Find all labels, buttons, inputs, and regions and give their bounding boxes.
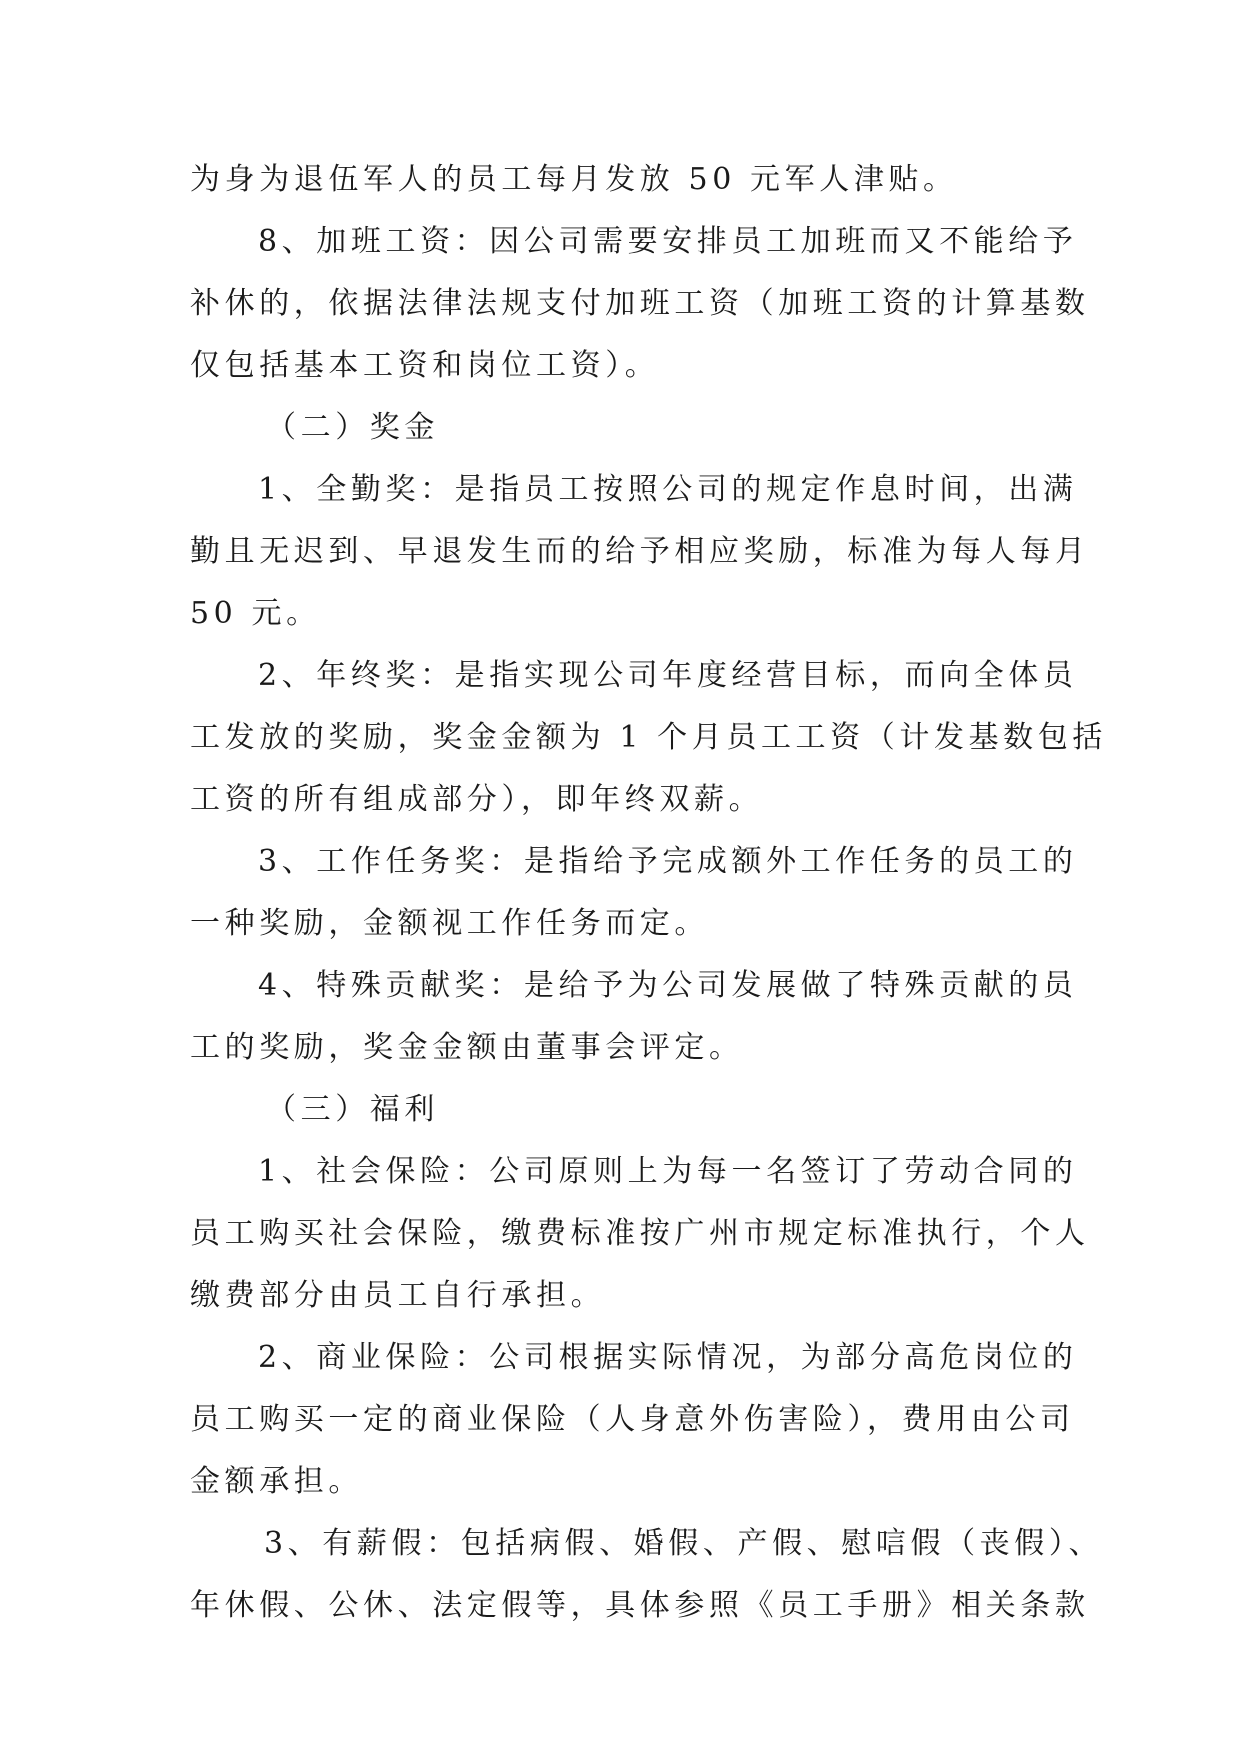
text-line-21: 员工购买一定的商业保险（人身意外伤害险），费用由公司: [190, 1402, 1075, 1437]
text-line-14: 4、特殊贡献奖：是给予为公司发展做了特殊贡献的员: [258, 968, 1078, 1003]
text-line-18: 员工购买社会保险，缴费标准按广州市规定标准执行，个人: [190, 1216, 1090, 1251]
section-heading-bonus: （二）奖金: [266, 410, 439, 445]
text-line-7: 勤且无迟到、早退发生而的给予相应奖励，标准为每人每月: [190, 534, 1090, 569]
text-line-8: 50 元。: [190, 596, 321, 631]
text-line-4: 仅包括基本工资和岗位工资）。: [190, 348, 660, 383]
text-line-20: 2、商业保险：公司根据实际情况，为部分高危岗位的: [258, 1340, 1078, 1375]
text-line-9: 2、年终奖：是指实现公司年度经营目标，而向全体员: [258, 658, 1078, 693]
text-line-15: 工的奖励，奖金金额由董事会评定。: [190, 1030, 744, 1065]
text-line-1: 为身为退伍军人的员工每月发放 50 元军人津贴。: [190, 162, 958, 197]
text-line-24: 年休假、公休、法定假等，具体参照《员工手册》相关条款: [190, 1588, 1090, 1623]
text-line-23: 3、有薪假：包括病假、婚假、产假、慰唁假（丧假）、: [264, 1526, 1104, 1561]
text-line-19: 缴费部分由员工自行承担。: [190, 1278, 606, 1313]
text-line-10: 工发放的奖励，奖金金额为 1 个月员工工资（计发基数包括: [190, 720, 1107, 755]
text-line-3: 补休的，依据法律法规支付加班工资（加班工资的计算基数: [190, 286, 1090, 321]
text-line-17: 1、社会保险：公司原则上为每一名签订了劳动合同的: [258, 1154, 1078, 1189]
text-line-22: 金额承担。: [190, 1464, 363, 1499]
text-line-6: 1、全勤奖：是指员工按照公司的规定作息时间，出满: [258, 472, 1078, 507]
section-heading-welfare: （三）福利: [266, 1092, 439, 1127]
text-line-11: 工资的所有组成部分），即年终双薪。: [190, 782, 764, 817]
text-line-13: 一种奖励，金额视工作任务而定。: [190, 906, 709, 941]
text-line-2: 8、加班工资：因公司需要安排员工加班而又不能给予: [258, 224, 1078, 259]
text-line-12: 3、工作任务奖：是指给予完成额外工作任务的员工的: [258, 844, 1078, 879]
